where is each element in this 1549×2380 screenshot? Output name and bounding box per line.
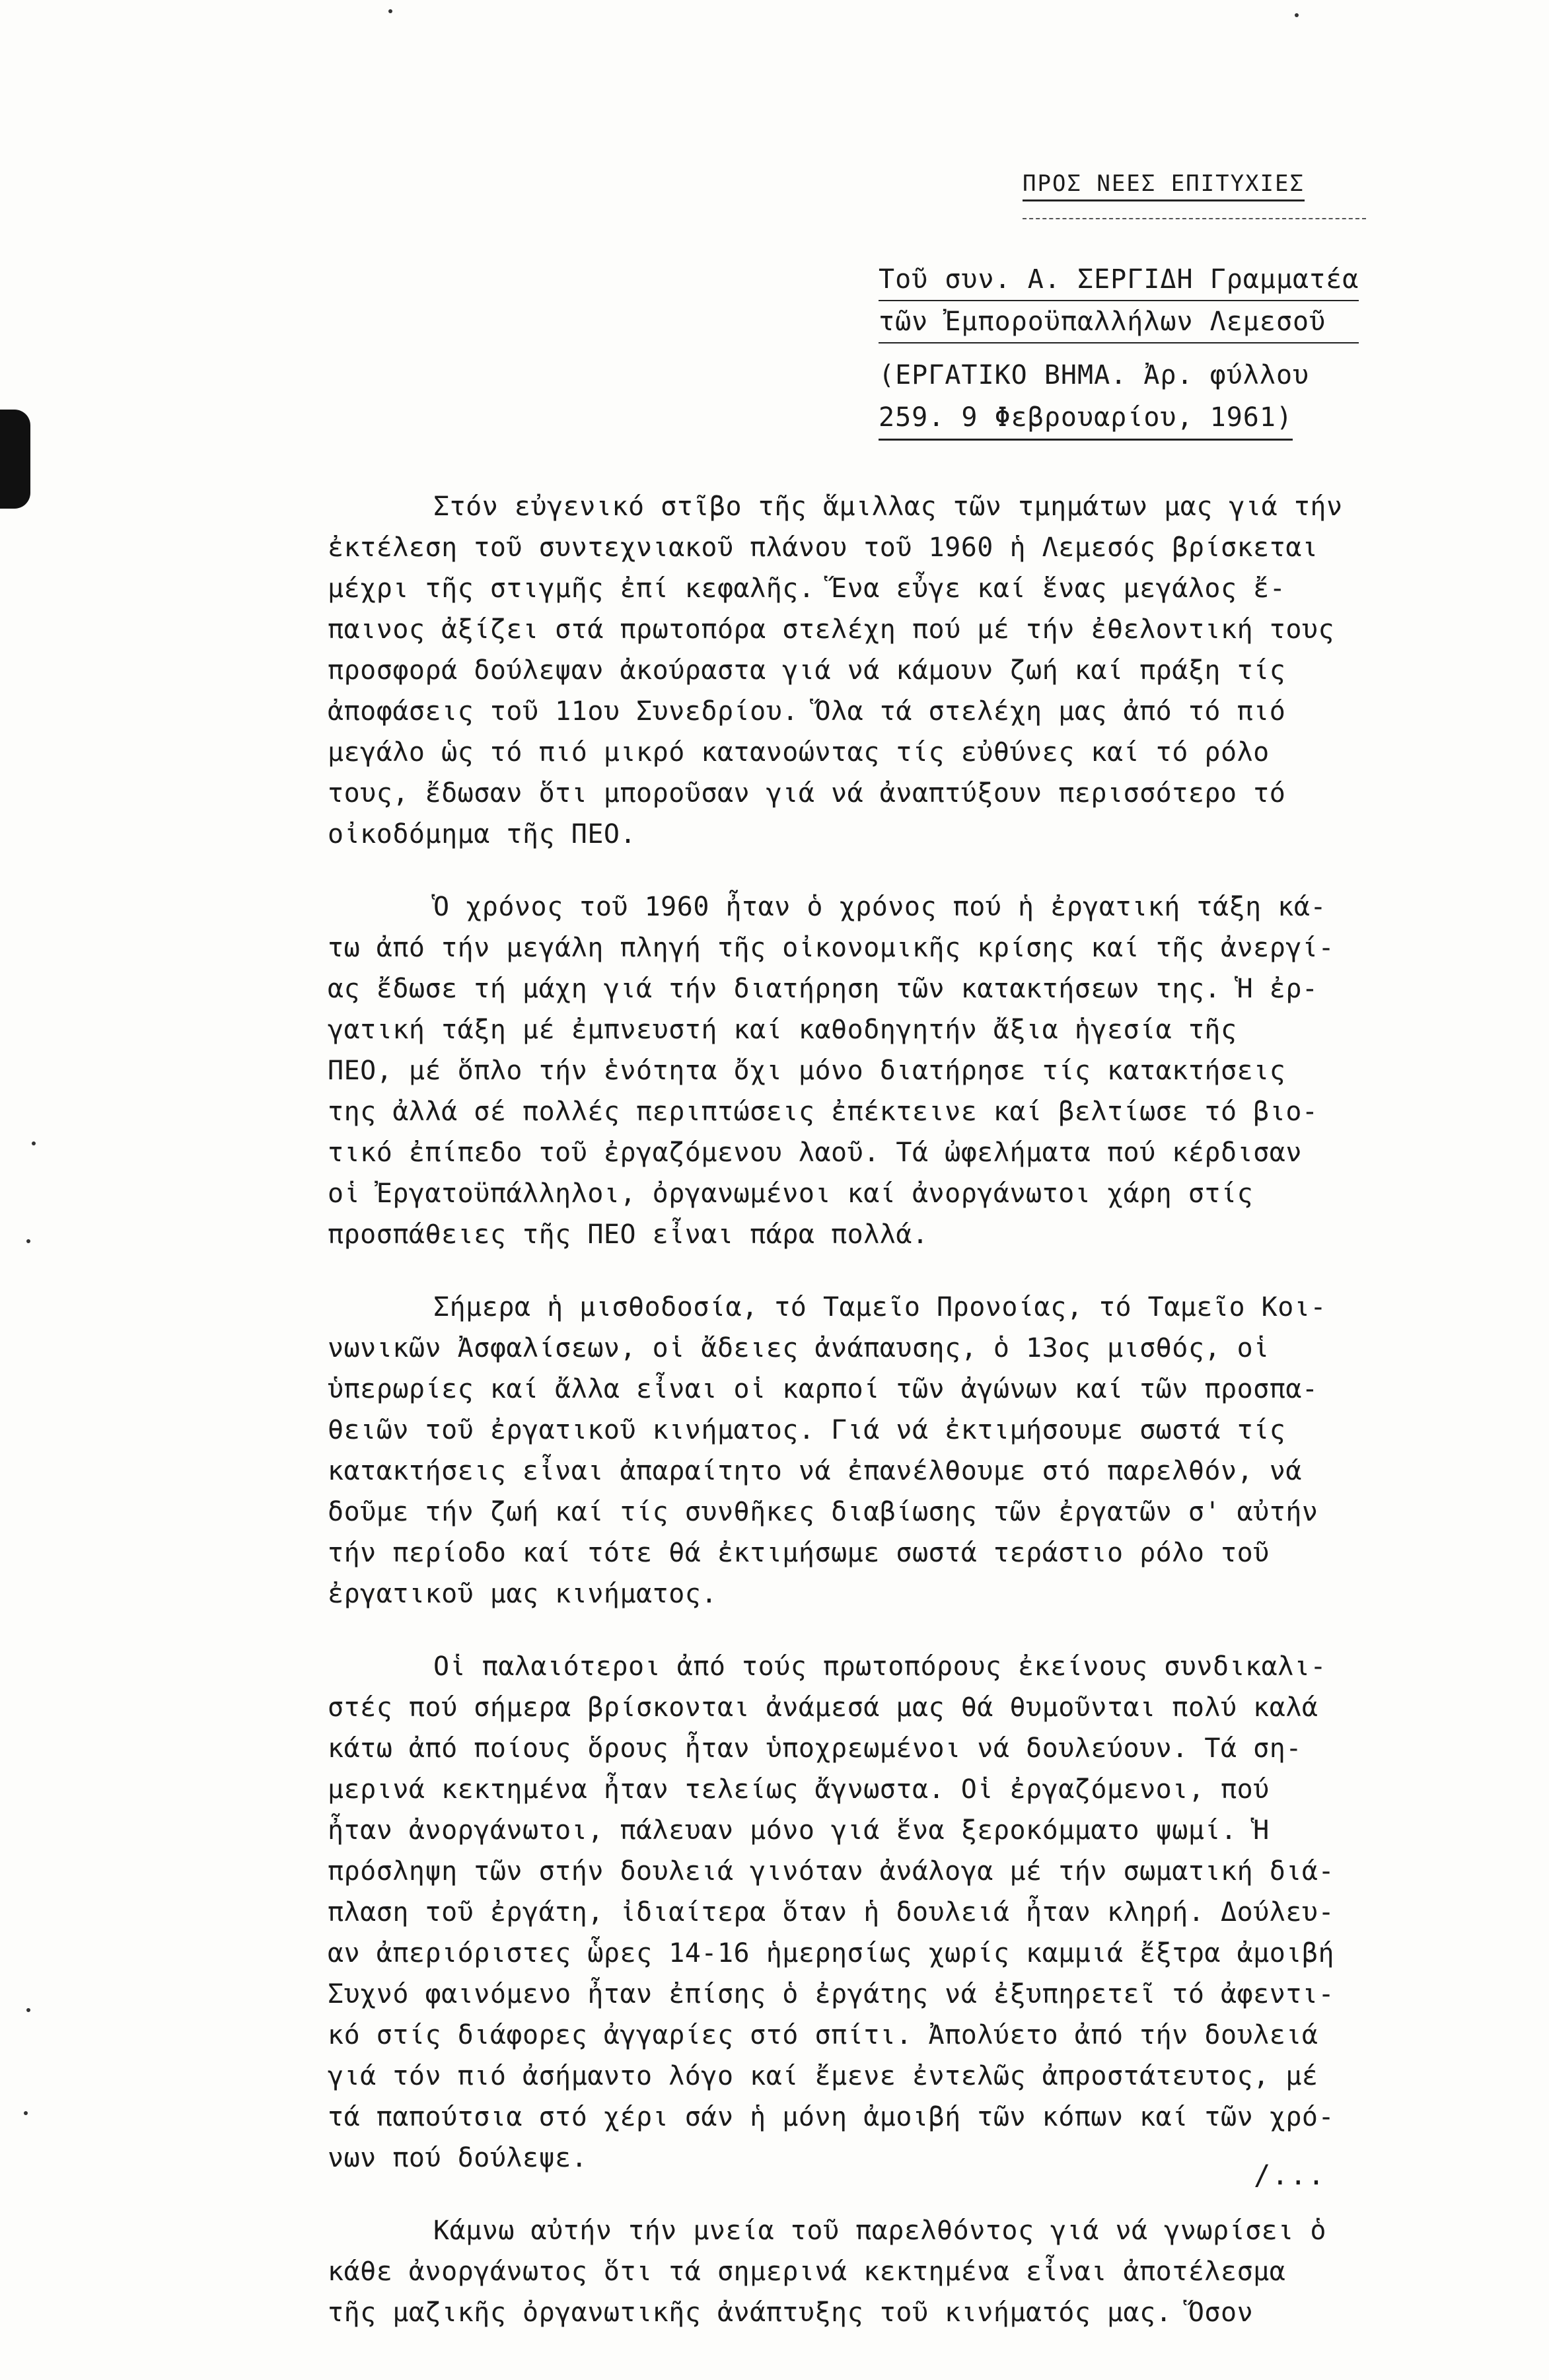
scan-speck (24, 2111, 28, 2115)
author-byline (879, 259, 1359, 343)
byline-line: τῶν Ἐμποροϋπαλλήλων Λεμεσοῦ (879, 301, 1359, 343)
heading-underline (1023, 218, 1366, 219)
paragraph: Σήμερα ἡ μισθοδοσία, τό Ταμεῖο Προνοίας, τό Ταμεῖο Κοι- νωνικῶν Ἀσφαλίσεων, οἱ ἄδειες ἀνάπαυσης, ὁ 13ος μισθός, οἱ ὑπερωρίες καί ἄλλα εἶναι οἱ καρποί τῶν ἀγώνων καί τῶν προσπα- θειῶν τοῦ ἐργατικοῦ κινήματος. Γιά νά ἐκτιμήσουμε σωστά τίς κατακτήσεις εἶναι ἀπαραίτητο νά ἐπανέλθουμε στό παρελθόν, νά δοῦμε τήν ζωή καί τίς συνθῆκες διαβίωσης τῶν ἐργατῶν σ' αὐτήν τήν περίοδο καί τότε θά ἐκτιμήσωμε σωστά τεράστιο ρόλο τοῦ ἐργατικοῦ μας κινήματος. (328, 1292, 1327, 1609)
article-body (328, 486, 1411, 2365)
paragraph: Οἱ παλαιότεροι ἀπό τούς πρωτοπόρους ἐκείνους συνδικαλι- στές πού σήμερα βρίσκονται ἀνάμεσά μας θά θυμοῦνται πολύ καλά κάτω ἀπό ποίους ὅρους ἦταν ὑποχρεωμένοι νά δουλεύουν. Τά ση- μερινά κεκτημένα ἦταν τελείως ἄγνωστα. Οἱ ἐργαζόμενοι, πού ἦταν ἀνοργάνωτοι, πάλευαν μόνο γιά ἕνα ξεροκόμματο ψωμί. Ἡ πρόσληψη τῶν στήν δουλειά γινόταν ἀνάλογα μέ τήν σωματική διά- πλαση τοῦ ἐργάτη, ἰδιαίτερα ὅταν ἡ δουλειά ἦταν κληρή. Δούλευ- αν ἀπεριόριστες ὧρες 14-16 ἡμερησίως χωρίς καμμιά ἔξτρα ἀμοιβή Συχνό φαινόμενο ἦταν ἐπίσης ὁ ἐργάτης νά ἐξυπηρετεῖ τό ἀφεντι- κό στίς διάφορες ἀγγαρίες στό σπίτι. Ἀπολύετο ἀπό τήν δουλειά γιά τόν πιό ἀσήμαντο λόγο καί ἔμενε ἐντελῶς ἀπροστάτευτος, μέ τά παπούτσια στό χέρι σάν ἡ μόνη ἀμοιβή τῶν κόπων καί τῶν χρό- νων πού δούλεψε. (328, 1651, 1335, 2173)
paragraph: Κάμνω αὐτήν τήν μνεία τοῦ παρελθόντος γιά νά γνωρίσει ὁ κάθε ἀνοργάνωτος ὅτι τά σημερινά κεκτημένα εἶναι ἀποτέλεσμα τῆς μαζικῆς ὀργανωτικῆς ἀνάπτυξης τοῦ κινήματός μας. Ὅσον (328, 2216, 1327, 2328)
scan-speck (1295, 13, 1299, 17)
byline-line: Τοῦ συν. Α. ΣΕΡΓΙΔΗ Γραμματέα (879, 259, 1359, 301)
continuation-mark: /... (1254, 2159, 1326, 2191)
paragraph: Ὁ χρόνος τοῦ 1960 ἦταν ὁ χρόνος πού ἡ ἐργατική τάξη κά- τω ἀπό τήν μεγάλη πληγή τῆς οἰκονομικῆς κρίσης καί τῆς ἀνεργί- ας ἔδωσε τή μάχη γιά τήν διατήρηση τῶν κατακτήσεων της. Ἡ ἐρ- γατική τάξη μέ ἐμπνευστή καί καθοδηγητήν ἄξια ἡγεσία τῆς ΠΕΟ, μέ ὅπλο τήν ἑνότητα ὄχι μόνο διατήρησε τίς κατακτήσεις της ἀλλά σέ πολλές περιπτώσεις ἐπέκτεινε καί βελτίωσε τό βιο- τικό ἐπίπεδο τοῦ ἐργαζόμενου λαοῦ. Τά ὠφελήματα πού κέρδισαν οἱ Ἐργατοϋπάλληλοι, ὀργανωμένοι καί ἀνοργάνωτοι χάρη στίς προσπάθειες τῆς ΠΕΟ εἶναι πάρα πολλά. (328, 892, 1335, 1250)
article-heading: ΠΡΟΣ ΝΕΕΣ ΕΠΙΤΥΧΙΕΣ (1023, 170, 1305, 201)
source-line: (ΕΡΓΑΤΙΚΟ ΒΗΜΑ. Ἀρ. φύλλου (879, 360, 1310, 390)
punch-hole-mark (0, 410, 30, 509)
scan-speck (26, 1239, 30, 1243)
scan-speck (32, 1141, 36, 1145)
source-line: 259. 9 Φεβρουαρίου, 1961) (879, 396, 1309, 441)
scan-speck (388, 9, 392, 13)
paragraph: Στόν εὐγενικό στῖβο τῆς ἅμιλλας τῶν τμημάτων μας γιά τήν ἐκτέλεση τοῦ συντεχνιακοῦ πλάνου τοῦ 1960 ἡ Λεμεσός βρίσκεται μέχρι τῆς στιγμῆς ἐπί κεφαλῆς. Ἕνα εὖγε καί ἕνας μεγάλος ἔ- παινος ἀξίζει στά πρωτοπόρα στελέχη πού μέ τήν ἐθελοντική τους προσφορά δούλεψαν ἀκούραστα γιά νά κάμουν ζωή καί πράξη τίς ἀποφάσεις τοῦ 11ου Συνεδρίου. Ὅλα τά στελέχη μας ἀπό τό πιό μεγάλο ὡς τό πιό μικρό κατανοώντας τίς εὐθύνες καί τό ρόλο τους, ἔδωσαν ὅτι μποροῦσαν γιά νά ἀναπτύξουν περισσότερο τό οἰκοδόμημα τῆς ΠΕΟ. (328, 491, 1343, 849)
publication-source (879, 354, 1309, 441)
scan-speck (26, 2008, 30, 2012)
